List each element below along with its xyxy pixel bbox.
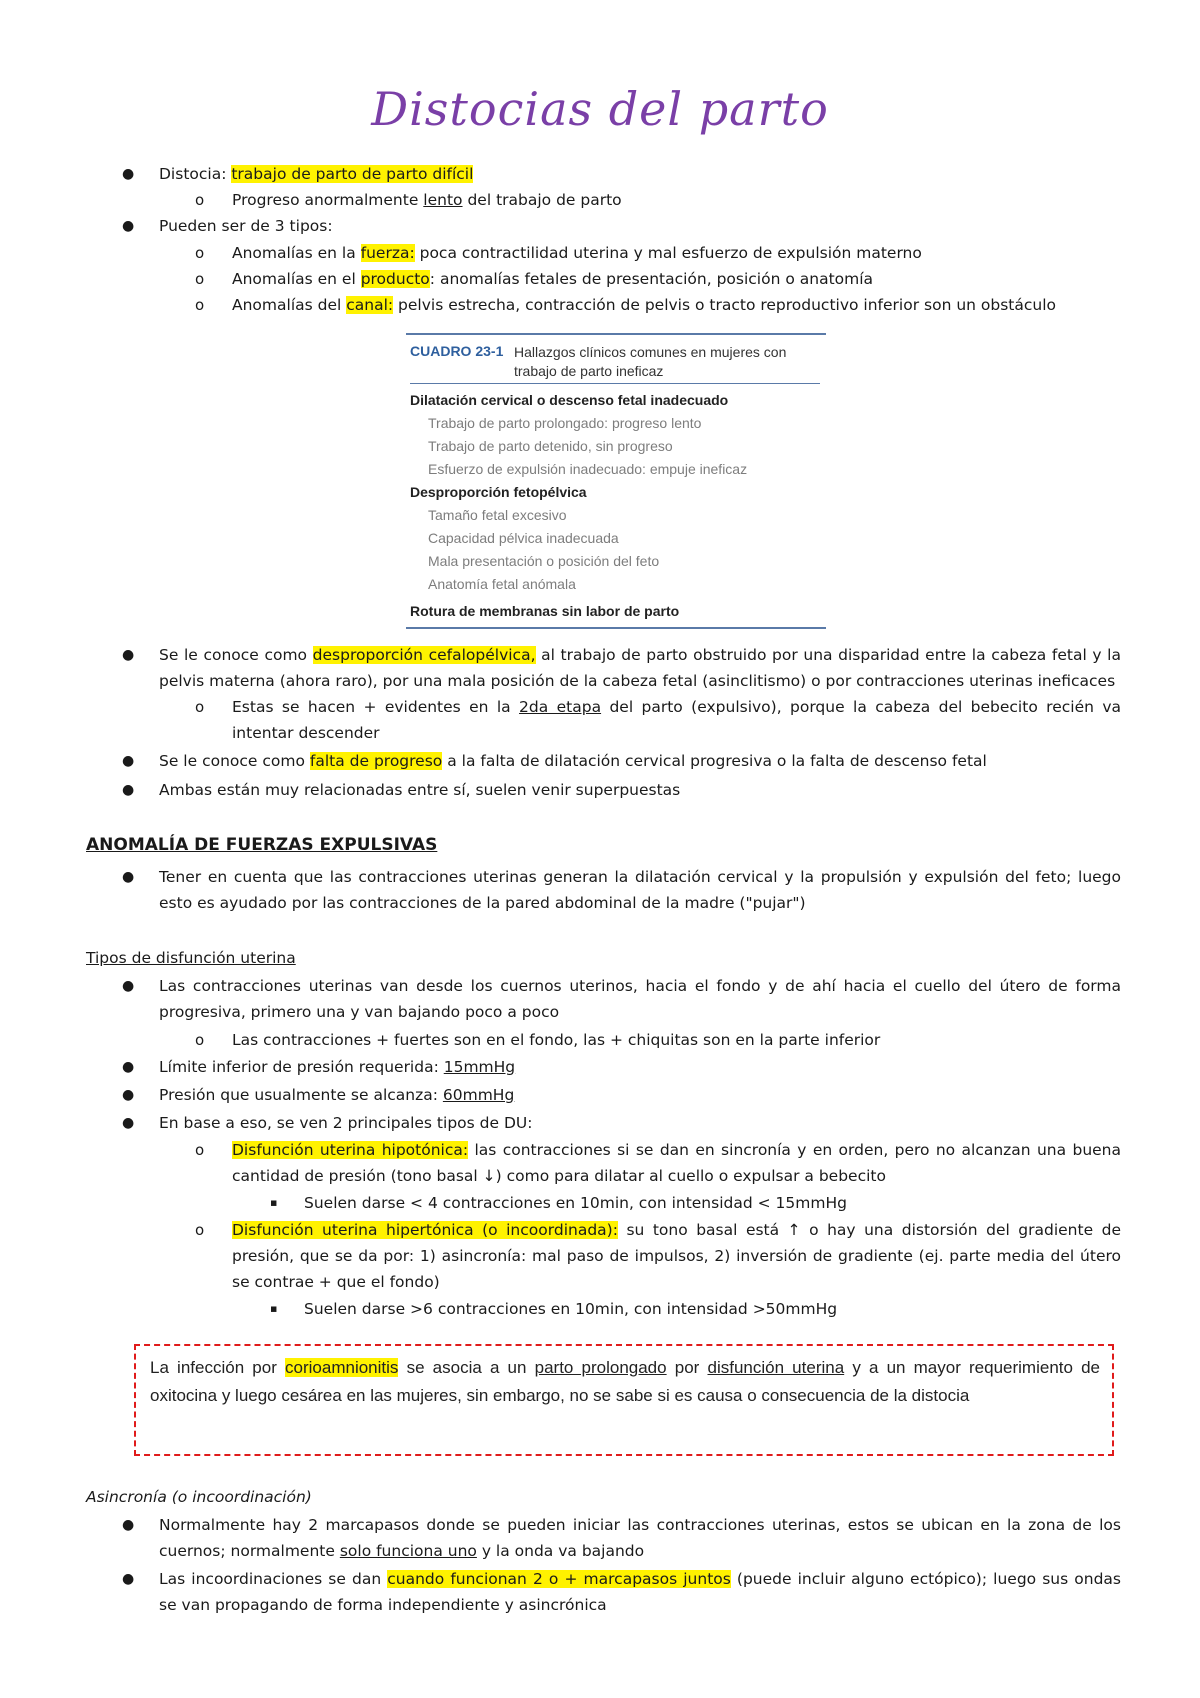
bullet-icon: ● bbox=[122, 869, 135, 885]
clinical-findings-table bbox=[406, 333, 826, 629]
table-item: Trabajo de parto detenido, sin progreso bbox=[428, 438, 673, 454]
bullet-icon: ● bbox=[122, 647, 135, 663]
table-section: Dilatación cervical o descenso fetal inadecuado bbox=[410, 392, 729, 408]
list-item: Disfunción uterina hipotónica: las contracciones si se dan en sincronía y en orden, pero no alcanzan una buena cantidad de presión (tono basal ↓) como para dilatar al cuello o expulsar a bebecito bbox=[232, 1141, 1122, 1185]
table-caption: Hallazgos clínicos comunes en mujeres con trabajo de parto ineficaz bbox=[514, 344, 787, 379]
list-item: Anomalías del canal: pelvis estrecha, contracción de pelvis o tracto reproductivo inferior son un obstáculo bbox=[232, 296, 1056, 314]
table-section: Rotura de membranas sin labor de parto bbox=[410, 603, 680, 619]
subsection-heading: Tipos de disfunción uterina bbox=[86, 949, 296, 967]
table-header bbox=[410, 343, 820, 384]
list-item: Suelen darse < 4 contracciones en 10min, con intensidad < 15mmHg bbox=[304, 1194, 847, 1212]
bullet-icon: ● bbox=[122, 753, 135, 769]
list-item: Disfunción uterina hipertónica (o incoordinada): su tono basal está ↑ o hay una distorsión del gradiente de presión, que se da por: 1) asincronía: mal paso de impulsos, 2) inversión de gradiente (ej. parte media del útero se contrae + que el fondo) bbox=[232, 1221, 1121, 1291]
table-item: Anatomía fetal anómala bbox=[428, 576, 576, 592]
subsection-heading: Asincronía (o incoordinación) bbox=[86, 1488, 312, 1506]
list-item: Límite inferior de presión requerida: 15mmHg bbox=[159, 1058, 516, 1076]
bullet-icon: ● bbox=[122, 1087, 135, 1103]
list-item: Pueden ser de 3 tipos: bbox=[159, 217, 333, 235]
table-item: Tamaño fetal excesivo bbox=[428, 507, 567, 523]
list-item: Anomalías en el producto: anomalías fetales de presentación, posición o anatomía bbox=[232, 270, 874, 288]
list-item: Presión que usualmente se alcanza: 60mmHg bbox=[159, 1086, 515, 1104]
callout-note bbox=[134, 1344, 1114, 1456]
bullet-icon: ● bbox=[122, 1059, 135, 1075]
table-item: Capacidad pélvica inadecuada bbox=[428, 530, 619, 546]
distocia-definition: Distocia: trabajo de parto de parto difícil bbox=[159, 165, 474, 183]
table-item: Esfuerzo de expulsión inadecuado: empuje ineficaz bbox=[428, 461, 748, 477]
sub-bullet-icon: o bbox=[195, 1141, 205, 1159]
sub-bullet-icon: o bbox=[195, 191, 205, 209]
sub-bullet-icon: o bbox=[195, 296, 205, 314]
sub-bullet-icon: o bbox=[195, 270, 205, 288]
sub-bullet-icon: o bbox=[195, 698, 205, 716]
sub-bullet-icon: o bbox=[195, 244, 205, 262]
table-section: Desproporción fetopélvica bbox=[410, 484, 587, 500]
list-item: Suelen darse >6 contracciones en 10min, con intensidad >50mmHg bbox=[304, 1300, 838, 1318]
square-bullet-icon: ▪ bbox=[270, 1302, 278, 1315]
bullet-icon: ● bbox=[122, 1571, 135, 1587]
table-code: CUADRO 23-1 bbox=[410, 343, 504, 359]
sub-bullet-icon: o bbox=[195, 1031, 205, 1049]
list-item: Anomalías en la fuerza: poca contractilidad uterina y mal esfuerzo de expulsión materno bbox=[232, 244, 922, 262]
list-item: Tener en cuenta que las contracciones uterinas generan la dilatación cervical y la propulsión y expulsión del feto; luego esto es ayudado por las contracciones de la pared abdominal de la madre ("pujar") bbox=[159, 868, 1121, 912]
list-item: Las contracciones + fuertes son en el fondo, las + chiquitas son en la parte inferior bbox=[232, 1031, 881, 1049]
bullet-icon: ● bbox=[122, 166, 135, 182]
list-item: En base a eso, se ven 2 principales tipos de DU: bbox=[159, 1114, 533, 1132]
bullet-icon: ● bbox=[122, 1115, 135, 1131]
section-heading: ANOMALÍA DE FUERZAS EXPULSIVAS bbox=[86, 835, 438, 855]
list-item: Se le conoce como falta de progreso a la falta de dilatación cervical progresiva o la falta de descenso fetal bbox=[159, 752, 987, 770]
list-item: Las incoordinaciones se dan cuando funcionan 2 o + marcapasos juntos (puede incluir alguno ectópico); luego sus ondas se van propagando de forma independiente y asincrónica bbox=[159, 1570, 1121, 1614]
table-item: Trabajo de parto prolongado: progreso lento bbox=[428, 415, 702, 431]
highlight: trabajo de parto de parto difícil bbox=[231, 165, 474, 183]
list-item: Ambas están muy relacionadas entre sí, suelen venir superpuestas bbox=[159, 781, 681, 799]
page-title: Distocias del parto bbox=[371, 82, 829, 136]
bullet-icon: ● bbox=[122, 1517, 135, 1533]
bullet-icon: ● bbox=[122, 978, 135, 994]
note-text: La infección por corioamnionitis se asocia a un parto prolongado por disfunción uterina y a un mayor requerimiento de oxitocina y luego cesárea en las mujeres, sin embargo, no se sabe si es causa o consecuencia de la distocia bbox=[150, 1358, 1101, 1405]
list-item: Normalmente hay 2 marcapasos donde se pueden iniciar las contracciones uterinas, estos se ubican en la zona de los cuernos; normalmente solo funciona uno y la onda va bajando bbox=[159, 1516, 1121, 1560]
square-bullet-icon: ▪ bbox=[270, 1196, 278, 1209]
cephalopelvic-disproportion: Se le conoce como desproporción cefalopélvica, al trabajo de parto obstruido por una disparidad entre la cabeza fetal y la pelvis materna (ahora raro), por una mala posición de la cabeza fetal (asinclitismo) o por contracciones uterinas ineficaces bbox=[159, 646, 1121, 690]
bullet-icon: ● bbox=[122, 218, 135, 234]
list-item: Estas se hacen + evidentes en la 2da etapa del parto (expulsivo), porque la cabeza del bebecito recién va intentar descender bbox=[232, 698, 1121, 742]
list-item: Progreso anormalmente lento del trabajo de parto bbox=[232, 191, 622, 209]
table-item: Mala presentación o posición del feto bbox=[428, 553, 660, 569]
list-item: Las contracciones uterinas van desde los cuernos uterinos, hacia el fondo y de ahí hacia el cuello del útero de forma progresiva, primero una y van bajando poco a poco bbox=[159, 977, 1121, 1021]
bullet-icon: ● bbox=[122, 782, 135, 798]
sub-bullet-icon: o bbox=[195, 1221, 205, 1239]
